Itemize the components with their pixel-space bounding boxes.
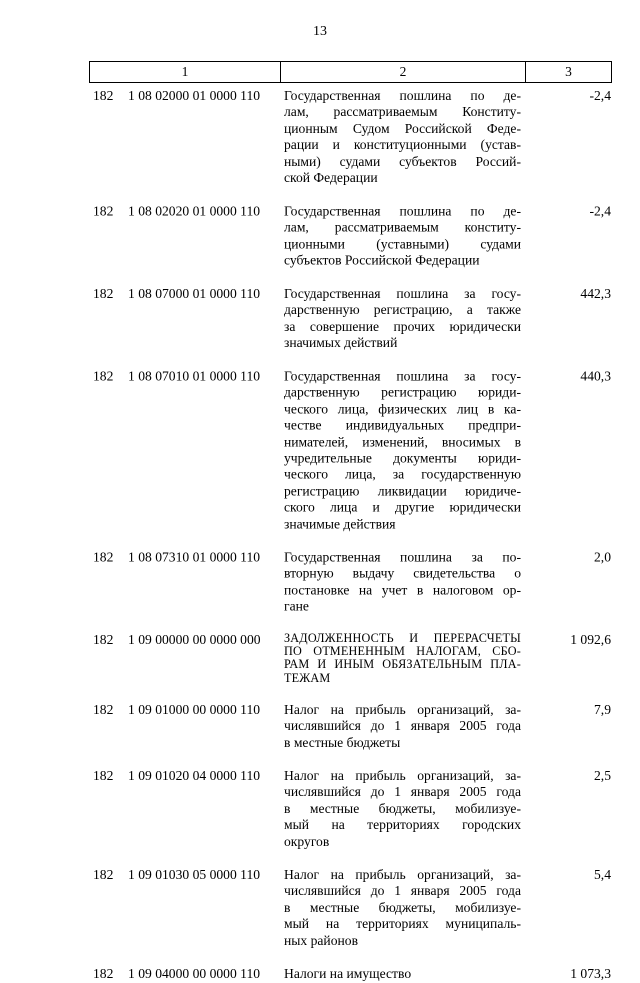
revenue-name-line: мый на территориях муниципаль-	[284, 916, 521, 932]
budget-classification-code: 1 08 02000 01 0000 110	[128, 88, 261, 103]
revenue-name-line: Государственная пошлина за госу-	[284, 286, 521, 301]
revenue-name-line: ческого лица, за государственную	[284, 466, 521, 482]
revenue-name-line: лам, рассматриваемым конститу-	[284, 219, 521, 235]
revenue-name-line: постановке на учет в налоговом ор-	[284, 582, 521, 598]
revenue-name-line: лам, рассматриваемым Конститу-	[284, 104, 521, 120]
column-header-2: 2	[281, 62, 526, 82]
budget-classification-code: 1 08 02020 01 0000 110	[128, 203, 261, 219]
amount-value: 1 073,3	[570, 966, 611, 982]
revenue-name-line: Налог на прибыль организаций, за-	[284, 768, 521, 784]
admin-code: 182	[93, 966, 114, 982]
revenue-name	[284, 286, 521, 352]
budget-classification-code: 1 08 07010 01 0000 110	[128, 368, 261, 384]
revenue-name-line: рации и конституционными (устав-	[284, 137, 521, 153]
admin-code: 182	[93, 88, 114, 103]
revenue-name-line: значимых действий	[284, 335, 398, 351]
admin-code: 182	[93, 702, 114, 717]
revenue-name	[284, 203, 521, 269]
revenue-name-line: Государственная пошлина по де-	[284, 203, 521, 219]
revenue-name-line: ЗАДОЛЖЕННОСТЬ И ПЕРЕРАСЧЕТЫ	[284, 631, 521, 646]
table-header	[89, 61, 612, 83]
revenue-name-line: ской Федерации	[284, 169, 378, 185]
revenue-name-line: Государственная пошлина по де-	[284, 88, 521, 103]
admin-code: 182	[93, 368, 114, 384]
budget-classification-code: 1 09 00000 00 0000 000	[128, 632, 261, 648]
admin-code: 182	[93, 203, 114, 219]
column-header-1: 1	[90, 62, 281, 82]
revenue-name	[284, 966, 521, 982]
revenue-name-line: ТЕЖАМ	[284, 670, 331, 685]
revenue-name-line: честве индивидуальных предпри-	[284, 417, 521, 433]
revenue-name-line: ных районов	[284, 932, 358, 948]
revenue-name-line: дарственную регистрацию, а также	[284, 302, 521, 318]
revenue-name-line: мый на территориях городских	[284, 817, 521, 833]
amount-value: 2,0	[594, 549, 611, 565]
budget-classification-code: 1 08 07000 01 0000 110	[128, 286, 261, 301]
revenue-name-line: значимые действия	[284, 516, 396, 532]
revenue-name-line: нимателей, изменений, вносимых в	[284, 434, 521, 450]
amount-value: -2,4	[589, 88, 611, 103]
revenue-name-line: РАМ И ИНЫМ ОБЯЗАТЕЛЬНЫМ ПЛА-	[284, 657, 521, 672]
revenue-name-line: за совершение прочих юридически	[284, 318, 521, 334]
revenue-name-line: Налоги на имущество	[284, 966, 412, 982]
revenue-name-line: ПО ОТМЕНЕННЫМ НАЛОГАМ, СБО-	[284, 644, 521, 659]
revenue-name-line: в местные бюджеты	[284, 734, 401, 750]
revenue-name-line: числявшийся до 1 января 2005 года	[284, 883, 521, 899]
admin-code: 182	[93, 632, 114, 648]
admin-code: 182	[93, 286, 114, 301]
revenue-name	[284, 632, 521, 685]
revenue-name-line: числявшийся до 1 января 2005 года	[284, 784, 521, 800]
amount-value: 5,4	[594, 867, 611, 883]
revenue-name-line: Налог на прибыль организаций, за-	[284, 867, 521, 883]
budget-classification-code: 1 08 07310 01 0000 110	[128, 549, 261, 565]
admin-code: 182	[93, 867, 114, 883]
revenue-name-line: Государственная пошлина за госу-	[284, 368, 521, 384]
amount-value: 7,9	[594, 702, 611, 717]
revenue-name-line: ческого лица, физических лиц в ка-	[284, 401, 521, 417]
revenue-name-line: ными) судами субъектов Россий-	[284, 153, 521, 169]
revenue-name-line: ционными (уставными) судами	[284, 236, 521, 252]
revenue-name	[284, 88, 521, 186]
revenue-name-line: регистрацию ликвидации юридиче-	[284, 483, 521, 499]
amount-value: -2,4	[589, 203, 611, 219]
budget-classification-code: 1 09 01030 05 0000 110	[128, 867, 261, 883]
revenue-name	[284, 550, 521, 616]
amount-value: 2,5	[594, 768, 611, 784]
budget-classification-code: 1 09 01000 00 0000 110	[128, 702, 261, 717]
revenue-name-line: субъектов Российской Федерации	[284, 252, 480, 268]
revenue-name-line: учредительные документы юриди-	[284, 450, 521, 466]
revenue-name	[284, 369, 521, 533]
revenue-name-line: гане	[284, 598, 309, 614]
admin-code: 182	[93, 549, 114, 565]
page-number: 13	[313, 24, 327, 39]
revenue-name-line: в местные бюджеты, мобилизуе-	[284, 800, 521, 816]
revenue-name-line: вторную выдачу свидетельства о	[284, 565, 521, 581]
revenue-name	[284, 867, 521, 949]
budget-classification-code: 1 09 04000 00 0000 110	[128, 966, 261, 982]
admin-code: 182	[93, 768, 114, 784]
amount-value: 442,3	[580, 286, 611, 301]
amount-value: 1 092,6	[570, 632, 611, 648]
revenue-name-line: Налог на прибыль организаций, за-	[284, 702, 521, 717]
column-header-3: 3	[565, 64, 572, 79]
revenue-name-line: Государственная пошлина за по-	[284, 549, 521, 565]
revenue-name-line: в местные бюджеты, мобилизуе-	[284, 899, 521, 915]
revenue-name-line: ционным Судом Российской Феде-	[284, 120, 521, 136]
budget-classification-code: 1 09 01020 04 0000 110	[128, 768, 261, 784]
revenue-name-line: дарственную регистрацию юриди-	[284, 384, 521, 400]
revenue-name-line: ского лица и другие юридически	[284, 499, 521, 515]
revenue-name	[284, 702, 521, 751]
amount-value: 440,3	[580, 368, 611, 384]
revenue-name	[284, 768, 521, 850]
revenue-name-line: числявшийся до 1 января 2005 года	[284, 718, 521, 734]
revenue-name-line: округов	[284, 833, 330, 849]
